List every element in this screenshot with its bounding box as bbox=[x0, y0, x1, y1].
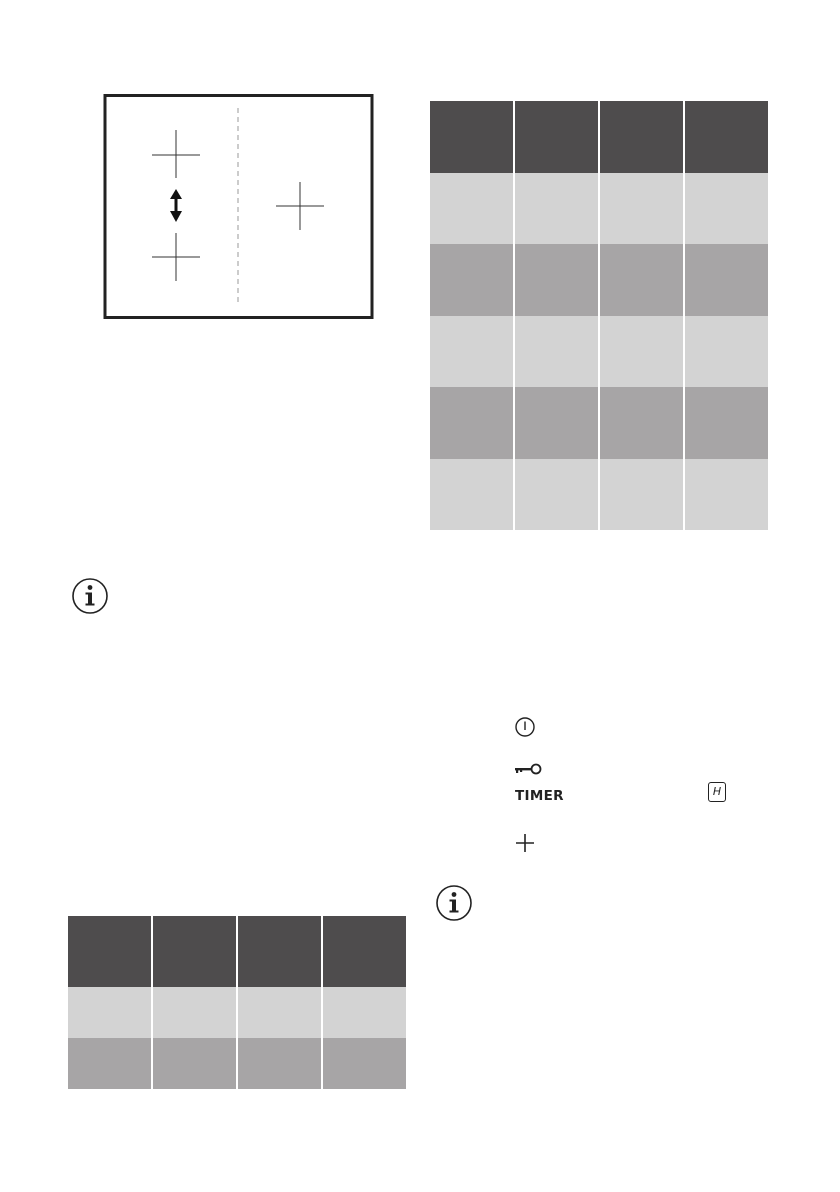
table-cell bbox=[430, 173, 513, 244]
table-header-cell bbox=[238, 916, 321, 987]
double-arrow-icon bbox=[170, 189, 182, 222]
zone-right-cross bbox=[276, 182, 324, 230]
heat-indicator-icon: H bbox=[708, 782, 726, 802]
table-header-row bbox=[430, 101, 768, 173]
table-cell bbox=[685, 459, 768, 530]
table-cell bbox=[238, 1038, 321, 1089]
table-header-row bbox=[68, 916, 406, 987]
table-row bbox=[68, 1038, 406, 1089]
table-header-cell bbox=[323, 916, 406, 987]
timer-label: TIMER bbox=[515, 788, 564, 804]
table-cell bbox=[515, 173, 598, 244]
key-lock-icon bbox=[514, 762, 544, 776]
table-row bbox=[430, 459, 768, 530]
table-header-cell bbox=[153, 916, 236, 987]
table-cell bbox=[323, 987, 406, 1038]
zone-rear-cross bbox=[152, 233, 200, 281]
plus-icon bbox=[514, 832, 536, 854]
table-cell bbox=[685, 244, 768, 316]
table-cell bbox=[430, 459, 513, 530]
info-icon bbox=[71, 577, 109, 615]
table-row bbox=[430, 387, 768, 459]
table-cell bbox=[515, 387, 598, 459]
table-header-cell bbox=[515, 101, 598, 173]
table-row bbox=[430, 316, 768, 387]
table-cell bbox=[238, 987, 321, 1038]
table-header-cell bbox=[430, 101, 513, 173]
table-cell bbox=[323, 1038, 406, 1089]
table-cell bbox=[515, 459, 598, 530]
table-cell bbox=[430, 316, 513, 387]
table-cell bbox=[68, 987, 151, 1038]
table-cell bbox=[600, 459, 683, 530]
table-header-cell bbox=[68, 916, 151, 987]
table-cell bbox=[685, 387, 768, 459]
table-cell bbox=[430, 387, 513, 459]
table-cell bbox=[600, 173, 683, 244]
table-cell bbox=[68, 1038, 151, 1089]
table-cell bbox=[430, 244, 513, 316]
table-cell bbox=[600, 316, 683, 387]
zone-front-cross bbox=[152, 130, 200, 178]
table-row bbox=[430, 173, 768, 244]
table-row bbox=[430, 244, 768, 316]
zone-table-bottom bbox=[66, 916, 408, 1089]
table-cell bbox=[600, 387, 683, 459]
table-cell bbox=[600, 244, 683, 316]
table-cell bbox=[685, 173, 768, 244]
table-cell bbox=[153, 1038, 236, 1089]
table-cell bbox=[515, 316, 598, 387]
table-header-cell bbox=[685, 101, 768, 173]
table-cell bbox=[685, 316, 768, 387]
zone-table-top bbox=[428, 101, 770, 530]
cooking-zone-diagram bbox=[0, 0, 420, 330]
table-cell bbox=[153, 987, 236, 1038]
table-row bbox=[68, 987, 406, 1038]
info-icon bbox=[435, 884, 473, 922]
power-icon bbox=[514, 716, 536, 738]
table-cell bbox=[515, 244, 598, 316]
table-header-cell bbox=[600, 101, 683, 173]
